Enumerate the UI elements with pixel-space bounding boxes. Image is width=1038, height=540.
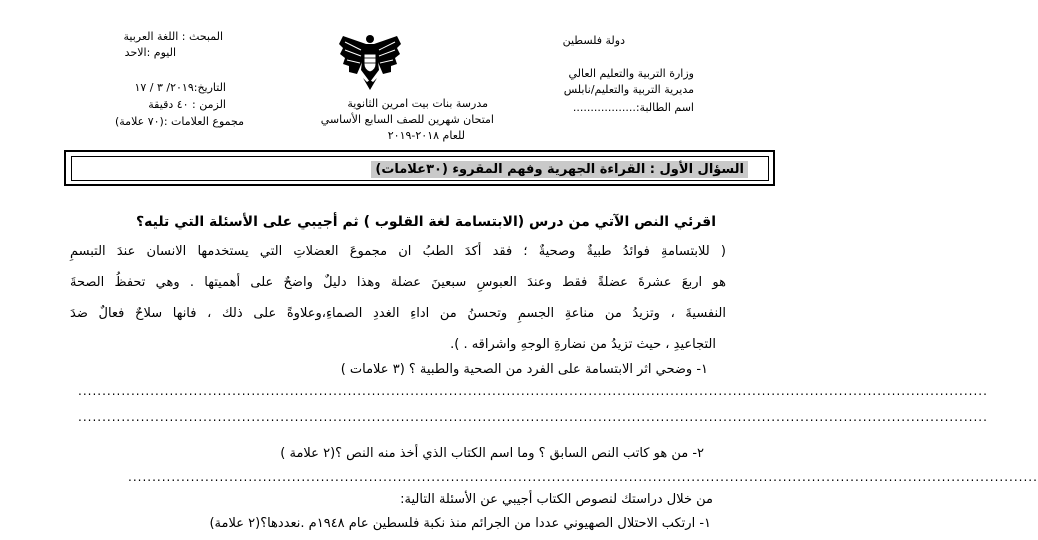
date-label: التاريخ:٢٠١٩/ ٣ / ١٧ — [134, 81, 226, 94]
question-1: ١- وضحي اثر الابتسامة على الفرد من الصحية والطبية ؟ (٣ علامات ) — [340, 362, 708, 377]
passage-line-1: ( للابتسامةِ فوائدُ طبيةٌ وصحيةٌ ؛ فقد أكدَ الطبُ ان مجموعَ العضلاتِ التي يستخدمها الانسان عندَ التبسمِ — [70, 244, 726, 259]
question-3: ١- ارتكب الاحتلال الصهيوني عددا من الجرائم منذ نكبة فلسطين عام ١٩٤٨م .نعددها؟(٢ علامة) — [209, 516, 711, 531]
school-name: مدرسة بنات بيت امرين الثانوية — [347, 97, 488, 110]
section-title: السؤال الأول : القراءة الجهرية وفهم المقروء (٣٠علامات) — [371, 161, 748, 178]
student-name-field[interactable]: اسم الطالبة:.................. — [572, 101, 694, 114]
total-marks-label: مجموع العلامات :(٧٠ علامة) — [114, 115, 244, 128]
question-2: ٢- من هو كاتب النص السابق ؟ وما اسم الكتاب الذي أخذ منه النص ؟(٢ علامة ) — [280, 446, 704, 461]
passage-line-2: هو اربعَ عشرةَ عضلةً فقط وعندَ العبوسِ سبعينَ عضلة وهذا دليلٌ واضحٌ على أهميتها . وهي تحفظُ الصحةَ — [70, 275, 726, 290]
section-title-inner-frame — [71, 156, 769, 181]
subject-label: المبحث : اللغة العربية — [123, 30, 223, 43]
section-intro-2: من خلال دراستك لنصوص الكتاب أجيبي عن الأسئلة التالية: — [400, 492, 713, 507]
academic-year: للعام ٢٠١٨-٢٠١٩ — [387, 129, 465, 142]
section-title-frame — [64, 150, 775, 186]
passage-line-3: النفسيةَ ، وتزيدُ من مناعةِ الجسمِ وتحسنُ من اداءِ الغددِ الصماءِ،وعلاوةً على ذلك ، فانها سلاحٌ فعالٌ ضدَ — [70, 306, 726, 321]
palestine-eagle-emblem-icon — [335, 30, 405, 92]
time-label: الزمن : ٤٠ دقيقة — [148, 98, 226, 111]
directorate-label: مديرية التربية والتعليم/نابلس — [563, 83, 694, 96]
answer-line-2[interactable]: ............................................................................................................................................................................................. — [78, 410, 988, 424]
answer-line-3[interactable]: ............................................................................................................................................................................................. — [128, 470, 1038, 484]
exam-title: امتحان شهرين للصف السابع الأساسي — [320, 113, 494, 126]
ministry-label: وزارة التربية والتعليم العالي — [568, 67, 694, 80]
day-label: اليوم :الاحد — [124, 46, 176, 59]
reading-instruction: اقرئي النص الآتي من درس (الابتسامة لغة القلوب ) ثم أجيبي على الأسئلة التي تليه؟ — [136, 214, 716, 230]
passage-line-4: التجاعيدِ ، حيث تزيدُ من نضارةِ الوجهِ واشراقه . ). — [450, 337, 716, 352]
country-label: دولة فلسطين — [562, 34, 625, 47]
answer-line-1[interactable]: ............................................................................................................................................................................................. — [78, 384, 988, 398]
